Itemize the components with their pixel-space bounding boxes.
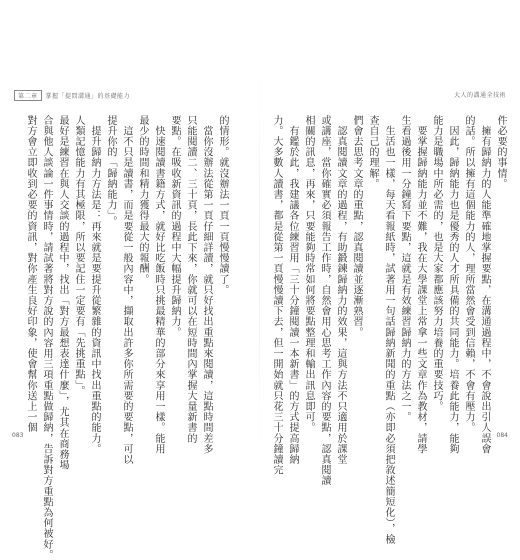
text-column: 擁有歸納力的人能準確地掌握要點，在溝通過程中，不會說出引人誤會 — [479, 115, 490, 455]
text-column: 對方會立即收到必要的資訊，對你產生良好印象，使會幫你送上一個 — [25, 115, 36, 433]
text-column: 件必要的事情。 — [495, 115, 506, 190]
text-column: 只能閱讀二、三十頁，長此下來，你就可以在短時間內掌握大量新書的 — [185, 115, 196, 444]
text-column: 或講座，當你確實必須報告工作時，自然會用心思考工作內容的要點，認真閱讀 — [319, 115, 330, 486]
chapter-header — [14, 90, 130, 101]
text-column: 提升歸納力方法是：再來就是要提升從繁雜的資訊中找出重點的能力。 — [89, 115, 100, 455]
text-column: 能力是職場中所必需的，也是大家都應該努力培養的重要技巧。 — [431, 115, 442, 412]
text-column: 力。大多數人讀書，都是從第一頁慢慢讀下去，但一開始就只花三十分鐘讀完 — [271, 115, 282, 476]
text-column: 這不只是讀書，而是要從一般內容中，擷取出許多你所需要的要點，可以 — [121, 115, 132, 465]
text-column: 要點。在吸收新資訊的過程中大幅提升歸納力。 — [169, 115, 180, 338]
left-page-body — [22, 115, 230, 560]
text-column: 合與他人談論一件事情時，請試著將對方說的內容用三項重點做歸納，告訴對方重點為何被好。 — [41, 115, 52, 560]
text-column: 有鑑於此，我建議各位練習用「三十分鐘閱讀一本新書」的方式提高歸納 — [287, 115, 298, 465]
text-column: 生看過後用一分鐘寫下要點，這就是有效練習歸納力的方法之一。 — [399, 115, 410, 423]
right-page — [260, 0, 520, 545]
text-column: 的情形。就沒辦法一頁一頁慢慢讀了。 — [217, 115, 228, 296]
text-column: 提升你的「歸納能力」。 — [105, 115, 116, 227]
page-number: 084 — [496, 432, 508, 439]
text-column: 們會去思考文章的重點，認真閱讀並逐漸熟習。 — [351, 115, 362, 338]
text-column: 的話。所以擁有這個能力的人，理所當然會受到信賴，不會有壓力。 — [463, 115, 474, 433]
text-column: 當你沒辦法從第一頁仔細詳讀，就只好找出重點來閱讀，這點時間差多 — [201, 115, 212, 455]
text-column: 要掌握歸納能力並不難，我在大學課堂上常拿一些文章作為教材，請學 — [415, 115, 426, 455]
text-column: 人類記憶能力有其極限，所以要記住一定要有「先挑重點」。 — [73, 115, 84, 397]
text-column: 快速閱讀書籍方式，就好比吃飯時只挑最精華的部分來享用一樣。能用 — [153, 115, 164, 455]
text-column: 查自己的理解。 — [367, 115, 378, 190]
text-column: 認真閱讀文章的過程，有助鍛鍊歸納力的效果，這與方法不只適用於課堂 — [335, 115, 346, 465]
text-column: 最好是練習在與人交談的過程中，找出「對方最想表達什麼」，尤其在商務場 — [57, 115, 68, 471]
text-column: 生活也一樣，每天看報紙時，試著用一句話歸納新聞的重點（亦即必須把敘述簡短化），檢 — [383, 115, 394, 545]
chapter-label: 第二章 — [14, 90, 42, 101]
chapter-title: 掌握「提問溝通」的基礎能力 — [45, 93, 131, 100]
running-title: 大人的溝通全技術 — [453, 92, 506, 99]
text-column: 最少的時間和精力獲得最大的報酬。 — [137, 115, 148, 285]
text-column: 因此，歸納能力也是優秀的人才所具備的共同能力。培養此能力，能夠 — [447, 115, 458, 455]
page-number: 083 — [12, 432, 24, 439]
text-column: 相關的訊息，再來，只要能夠時常如何將要點整理和輸出訊息即可。 — [303, 115, 314, 433]
